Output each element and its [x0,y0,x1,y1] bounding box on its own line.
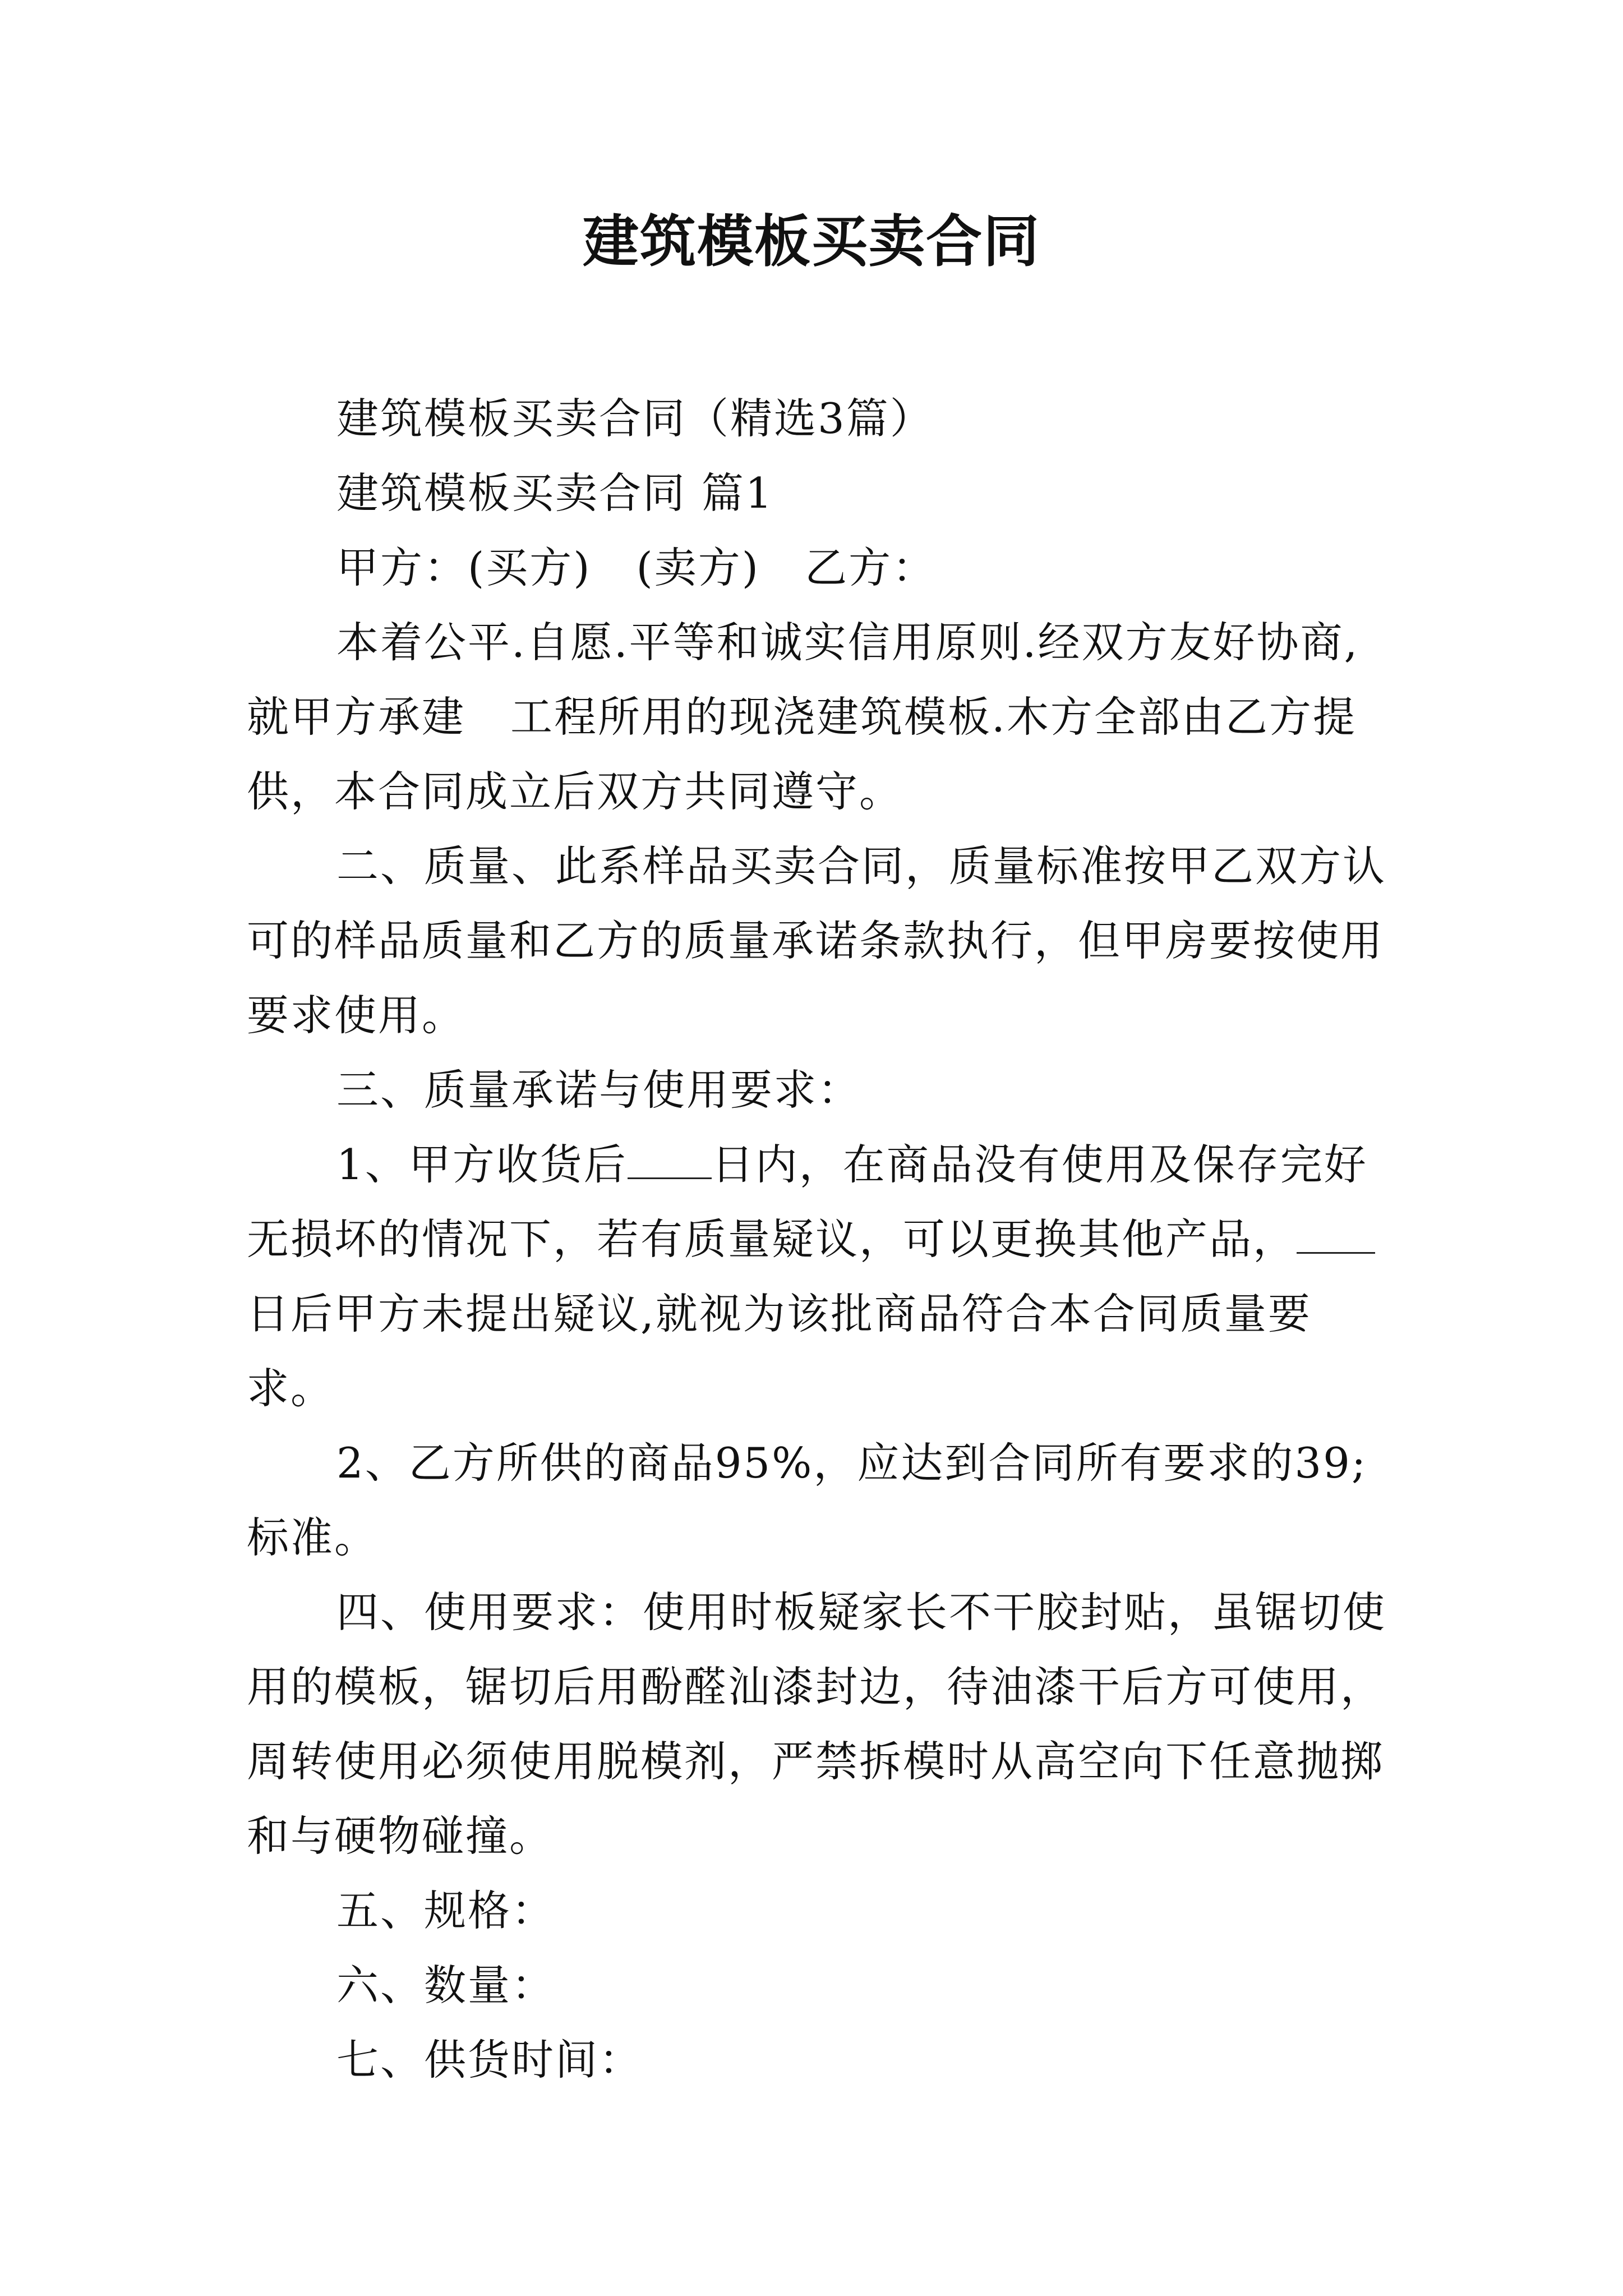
clause-3-1-part-a: 1、甲方收货后 [336,1140,628,1189]
clause-7: 七、供货时间： [336,2035,643,2085]
parties-line [247,531,1391,605]
party-a: 甲方：(买方) [336,543,592,592]
seller-label: (卖方) [636,543,760,592]
clause-3-1-part-b: 日内，在商品没有使用及保存完好无损坏的情况下，若有质量疑议，可以更换其他产品， [247,1140,1368,1264]
intro-text: 本着公平.自愿.平等和诚实信用原则.经双方友好协商,就甲方承建 [247,618,1359,742]
intro-paragraph [247,605,1391,829]
document-body [247,381,1391,2097]
clause-5: 五、规格： [336,1886,556,1935]
intro-text-cont: 工程所用的现浇建筑模板.木方全部由乙方提供，本合同成立后双方共同遵守。 [247,692,1357,816]
days-blank-1 [628,1144,712,1179]
days-blank-2 [1297,1218,1375,1254]
document-title: 建筑模板买卖合同 [583,208,1040,274]
clause-3-1 [247,1128,1391,1426]
party-b: 乙方： [805,543,937,592]
clause-3-heading: 三、质量承诺与使用要求： [336,1065,862,1115]
clause-6: 六、数量： [336,1961,556,2010]
subtitle: 建筑模板买卖合同（精选3篇） [336,394,934,443]
clause-3-1-part-c: 日后甲方未提出疑议,就视为该批商品符合本合同质量要求。 [247,1289,1312,1413]
clause-4: 四、使用要求：使用时板疑家长不干胶封贴，虽锯切使用的模板，锯切后用酚醛汕漆封边，待油漆干后方可使用，周转使用必须使用脱模剂，严禁拆模时从高空向下任意抛掷和与硬物碰撞。 [247,1588,1387,1861]
section-heading: 建筑模板买卖合同 篇1 [336,468,774,518]
clause-3-2: 2、乙方所供的商品95%，应达到合同所有要求的39;标准。 [247,1438,1368,1562]
clause-2: 二、质量、此系样品买卖合同，质量标准按甲乙双方认可的样品质量和乙方的质量承诺条款执行，但甲房要按使用要求使用。 [247,841,1387,1040]
